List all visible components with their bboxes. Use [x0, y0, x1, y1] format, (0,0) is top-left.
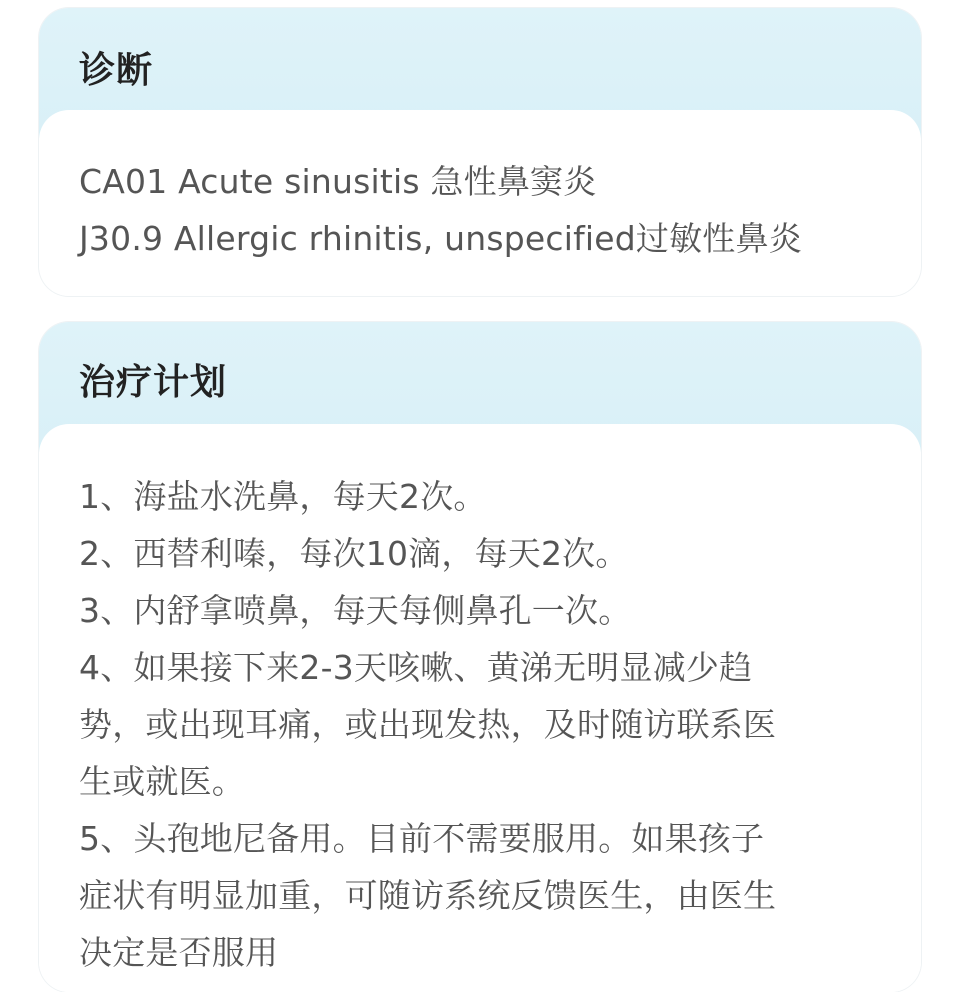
treatment-line: 4、如果接下来2-3天咳嗽、黄涕无明显减少趋	[79, 648, 753, 687]
treatment-line: 1、海盐水洗鼻，每天2次。	[79, 477, 487, 516]
diagnosis-item: J30.9 Allergic rhinitis, unspecified过敏性鼻炎	[79, 219, 802, 258]
treatment-line: 2、西替利嗪，每次10滴，每天2次。	[79, 534, 629, 573]
treatment-line: 3、内舒拿喷鼻，每天每侧鼻孔一次。	[79, 591, 632, 630]
diagnosis-body	[39, 110, 921, 296]
treatment-plan-title: 治疗计划	[79, 362, 228, 403]
treatment-line: 症状有明显加重，可随访系统反馈医生，由医生	[79, 876, 777, 915]
treatment-plan-card	[39, 322, 921, 992]
treatment-line: 5、头孢地尼备用。目前不需要服用。如果孩子	[79, 819, 765, 858]
diagnosis-card	[39, 8, 921, 296]
diagnosis-item: CA01 Acute sinusitis 急性鼻窦炎	[79, 162, 597, 201]
treatment-line: 势，或出现耳痛，或出现发热，及时随访联系医	[79, 705, 777, 744]
treatment-line: 决定是否服用	[79, 933, 279, 972]
treatment-line: 生或就医。	[79, 762, 245, 801]
treatment-plan-body	[39, 424, 921, 992]
diagnosis-title: 诊断	[79, 50, 154, 91]
